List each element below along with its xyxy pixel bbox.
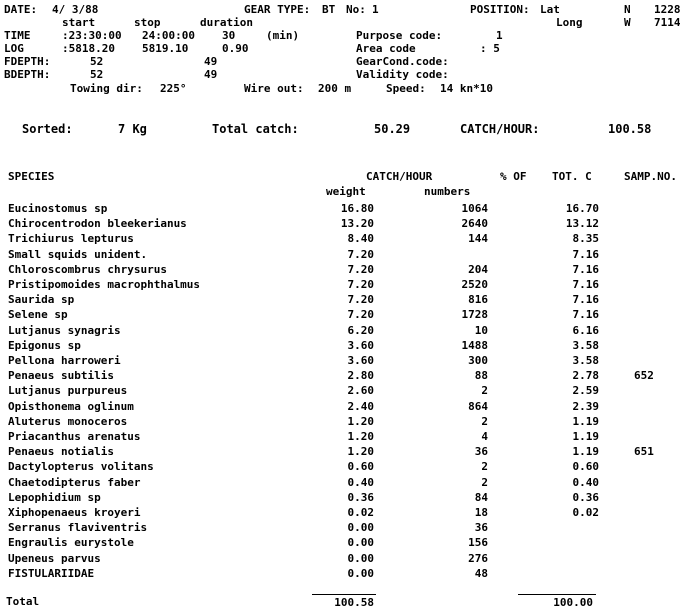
weight-value: 2.40 [347, 399, 374, 413]
table-row [0, 520, 700, 535]
col-duration-label: duration [200, 16, 253, 29]
weight-value: 0.00 [347, 566, 374, 580]
pct-total-value: 3.58 [572, 338, 599, 352]
samp-no-header: SAMP.NO. [624, 170, 677, 183]
table-row [0, 231, 700, 246]
table-row [0, 459, 700, 474]
catch-hour-header: CATCH/HOUR [366, 170, 433, 183]
species-name: Chaetodipterus faber [8, 475, 141, 489]
table-row [0, 414, 700, 429]
weight-value: 7.20 [347, 278, 374, 291]
log-stop: 5819.10 [142, 42, 189, 55]
weight-value: 13.20 [340, 217, 374, 231]
date-value: 4/ 3/88 [52, 3, 99, 16]
table-row [0, 323, 700, 338]
weight-value: 2.60 [347, 384, 374, 398]
table-row [0, 277, 700, 292]
lat-value: 1228 [654, 3, 681, 16]
time-unit: (min) [266, 29, 300, 42]
table-row [0, 399, 700, 414]
species-name: FISTULARIIDAE [8, 566, 95, 580]
numbers-value: 2520 [461, 278, 488, 291]
weight-header: weight [326, 185, 366, 198]
weight-value: 6.20 [347, 323, 374, 337]
weight-value: 0.00 [347, 521, 374, 535]
numbers-value: 864 [468, 399, 488, 413]
date-label: DATE: [4, 3, 38, 16]
pct-total-value: 2.59 [572, 384, 599, 398]
long-hemisphere: W [624, 16, 631, 29]
table-row [0, 383, 700, 398]
pct-total-value: 0.40 [572, 475, 599, 489]
weight-value: 0.36 [347, 490, 374, 504]
species-name: Small squids unident. [8, 247, 148, 261]
numbers-value: 276 [468, 551, 488, 565]
validity-code-label: Validity code: [356, 68, 449, 81]
weight-value: 8.40 [347, 232, 374, 246]
numbers-value: 36 [474, 445, 488, 459]
table-row [0, 535, 700, 550]
numbers-value: 2640 [461, 217, 488, 231]
species-name: Lepophidium sp [8, 490, 101, 504]
pct-total-value: 1.19 [572, 445, 599, 459]
weight-value: 0.00 [347, 551, 374, 565]
position-label: POSITION: [470, 3, 530, 16]
catch-hour-label: CATCH/HOUR: [460, 122, 540, 136]
fdepth-stop: 49 [204, 55, 218, 68]
species-name: Pellona harroweri [8, 354, 121, 367]
table-row [0, 490, 700, 505]
gear-no-value: 1 [372, 3, 379, 16]
numbers-value: 48 [474, 566, 488, 580]
pct-total-value: 7.16 [572, 278, 599, 291]
pct-total-value: 7.16 [572, 308, 599, 322]
species-name: Lutjanus purpureus [8, 384, 128, 398]
table-row [0, 444, 700, 459]
fdepth-label: FDEPTH: [4, 55, 51, 68]
bdepth-stop: 49 [204, 68, 218, 81]
species-name: Penaeus notialis [8, 445, 114, 459]
species-name: Epigonus sp [8, 338, 81, 352]
total-weight: 100.58 [334, 596, 374, 609]
numbers-value: 2 [481, 460, 488, 474]
table-row [0, 551, 700, 566]
col-stop-label: stop [134, 16, 161, 29]
species-name: Opisthonema oglinum [8, 399, 134, 413]
table-row [0, 262, 700, 277]
time-label: TIME [4, 29, 31, 42]
species-name: Saurida sp [8, 293, 75, 307]
total-pct-rule [518, 594, 596, 595]
gear-type-label: GEAR TYPE: [244, 3, 311, 16]
table-row [0, 566, 700, 581]
species-name: Dactylopterus volitans [8, 460, 154, 474]
bdepth-start: 52 [90, 68, 104, 81]
gear-no-label: No: [346, 3, 366, 16]
total-catch-value: 50.29 [374, 122, 411, 136]
numbers-value: 4 [481, 430, 488, 443]
purpose-code-label: Purpose code: [356, 29, 443, 42]
weight-value: 1.20 [347, 445, 374, 459]
numbers-header: numbers [424, 185, 471, 198]
weight-value: 1.20 [347, 414, 374, 428]
numbers-value: 1728 [461, 308, 488, 322]
samp-no-value: 651 [634, 445, 654, 459]
pct-total-value: 0.60 [572, 460, 599, 474]
weight-value: 16.80 [340, 202, 374, 215]
species-name: Pristipomoides macrophthalmus [8, 278, 201, 291]
pct-total-value: 6.16 [572, 323, 599, 337]
species-name: Chirocentrodon bleekerianus [8, 217, 187, 231]
numbers-value: 2 [481, 414, 488, 428]
species-name: Lutjanus synagris [8, 323, 121, 337]
weight-value: 0.02 [347, 506, 374, 519]
weight-value: 3.60 [347, 354, 374, 367]
species-name: Penaeus subtilis [8, 369, 114, 383]
speed-label: Speed: [386, 82, 426, 95]
pct-total-value: 1.19 [572, 430, 599, 443]
tot-c-header: TOT. C [552, 170, 592, 183]
area-code-label: Area code [356, 42, 416, 55]
numbers-value: 1488 [461, 338, 488, 352]
log-start: :5818.20 [62, 42, 115, 55]
weight-value: 3.60 [347, 338, 374, 352]
table-row [0, 201, 700, 216]
pct-total-value: 7.16 [572, 247, 599, 261]
sorted-value: 7 Kg [118, 122, 147, 136]
area-code-value: : 5 [480, 42, 500, 55]
total-label: Total [6, 595, 40, 608]
sorted-label: Sorted: [22, 122, 73, 136]
species-name: Priacanthus arenatus [8, 430, 141, 443]
species-name: Upeneus parvus [8, 551, 101, 565]
numbers-value: 204 [468, 262, 488, 276]
numbers-value: 10 [474, 323, 488, 337]
total-pct: 100.00 [553, 596, 593, 609]
log-label: LOG [4, 42, 24, 55]
numbers-value: 1064 [461, 202, 488, 215]
numbers-value: 88 [474, 369, 488, 383]
col-start-label: start [62, 16, 96, 29]
numbers-value: 84 [474, 490, 488, 504]
pct-total-value: 2.78 [572, 369, 599, 383]
weight-value: 0.60 [347, 460, 374, 474]
numbers-value: 2 [481, 475, 488, 489]
pct-total-value: 0.36 [572, 490, 599, 504]
species-name: Aluterus monoceros [8, 414, 128, 428]
time-start: :23:30:00 [62, 29, 122, 42]
species-name: Selene sp [8, 308, 68, 322]
towing-dir-label: Towing dir: [70, 82, 143, 95]
numbers-value: 144 [468, 232, 488, 246]
bdepth-label: BDEPTH: [4, 68, 51, 81]
table-row [0, 368, 700, 383]
pct-total-value: 8.35 [572, 232, 599, 246]
wire-out-label: Wire out: [244, 82, 304, 95]
table-row [0, 429, 700, 444]
weight-value: 7.20 [347, 247, 374, 261]
weight-value: 7.20 [347, 308, 374, 322]
numbers-value: 816 [468, 293, 488, 307]
pct-total-value: 1.19 [572, 414, 599, 428]
table-row [0, 216, 700, 231]
pct-total-value: 7.16 [572, 293, 599, 307]
fdepth-start: 52 [90, 55, 104, 68]
numbers-value: 300 [468, 354, 488, 367]
wire-out-value: 200 m [318, 82, 352, 95]
species-name: Serranus flaviventris [8, 521, 148, 535]
species-name: Eucinostomus sp [8, 202, 108, 215]
pct-total-value: 0.02 [572, 506, 599, 519]
numbers-value: 156 [468, 536, 488, 550]
numbers-value: 18 [474, 506, 488, 519]
pct-total-value: 7.16 [572, 262, 599, 276]
pct-total-value: 3.58 [572, 354, 599, 367]
gear-type-value: BT [322, 3, 336, 16]
table-row [0, 353, 700, 368]
purpose-code-value: 1 [496, 29, 503, 42]
total-weight-rule [312, 594, 376, 595]
weight-value: 7.20 [347, 262, 374, 276]
lat-hemisphere: N [624, 3, 631, 16]
lat-label: Lat [540, 3, 560, 16]
weight-value: 0.40 [347, 475, 374, 489]
time-duration: 30 [222, 29, 236, 42]
pct-total-value: 16.70 [565, 202, 599, 215]
species-name: Xiphopenaeus kroyeri [8, 506, 141, 519]
numbers-value: 2 [481, 384, 488, 398]
numbers-value: 36 [474, 521, 488, 535]
table-row [0, 338, 700, 353]
weight-value: 1.20 [347, 430, 374, 443]
long-label: Long [556, 16, 583, 29]
samp-no-value: 652 [634, 369, 654, 383]
species-header: SPECIES [8, 170, 55, 183]
pct-header: % OF [500, 170, 527, 183]
total-catch-label: Total catch: [212, 122, 299, 136]
towing-dir-value: 225° [160, 82, 187, 95]
weight-value: 7.20 [347, 293, 374, 307]
table-row [0, 505, 700, 520]
weight-value: 2.80 [347, 369, 374, 383]
table-row [0, 247, 700, 262]
speed-value: 14 kn*10 [440, 82, 493, 95]
catch-hour-value: 100.58 [608, 122, 652, 136]
log-duration: 0.90 [222, 42, 249, 55]
pct-total-value: 13.12 [565, 217, 599, 231]
species-name: Engraulis eurystole [8, 536, 134, 550]
weight-value: 0.00 [347, 536, 374, 550]
species-name: Chloroscombrus chrysurus [8, 262, 167, 276]
table-row [0, 307, 700, 322]
gearcond-code-label: GearCond.code: [356, 55, 449, 68]
pct-total-value: 2.39 [572, 399, 599, 413]
table-row [0, 292, 700, 307]
long-value: 7114 [654, 16, 681, 29]
time-stop: 24:00:00 [142, 29, 195, 42]
table-row [0, 475, 700, 490]
species-name: Trichiurus lepturus [8, 232, 134, 246]
